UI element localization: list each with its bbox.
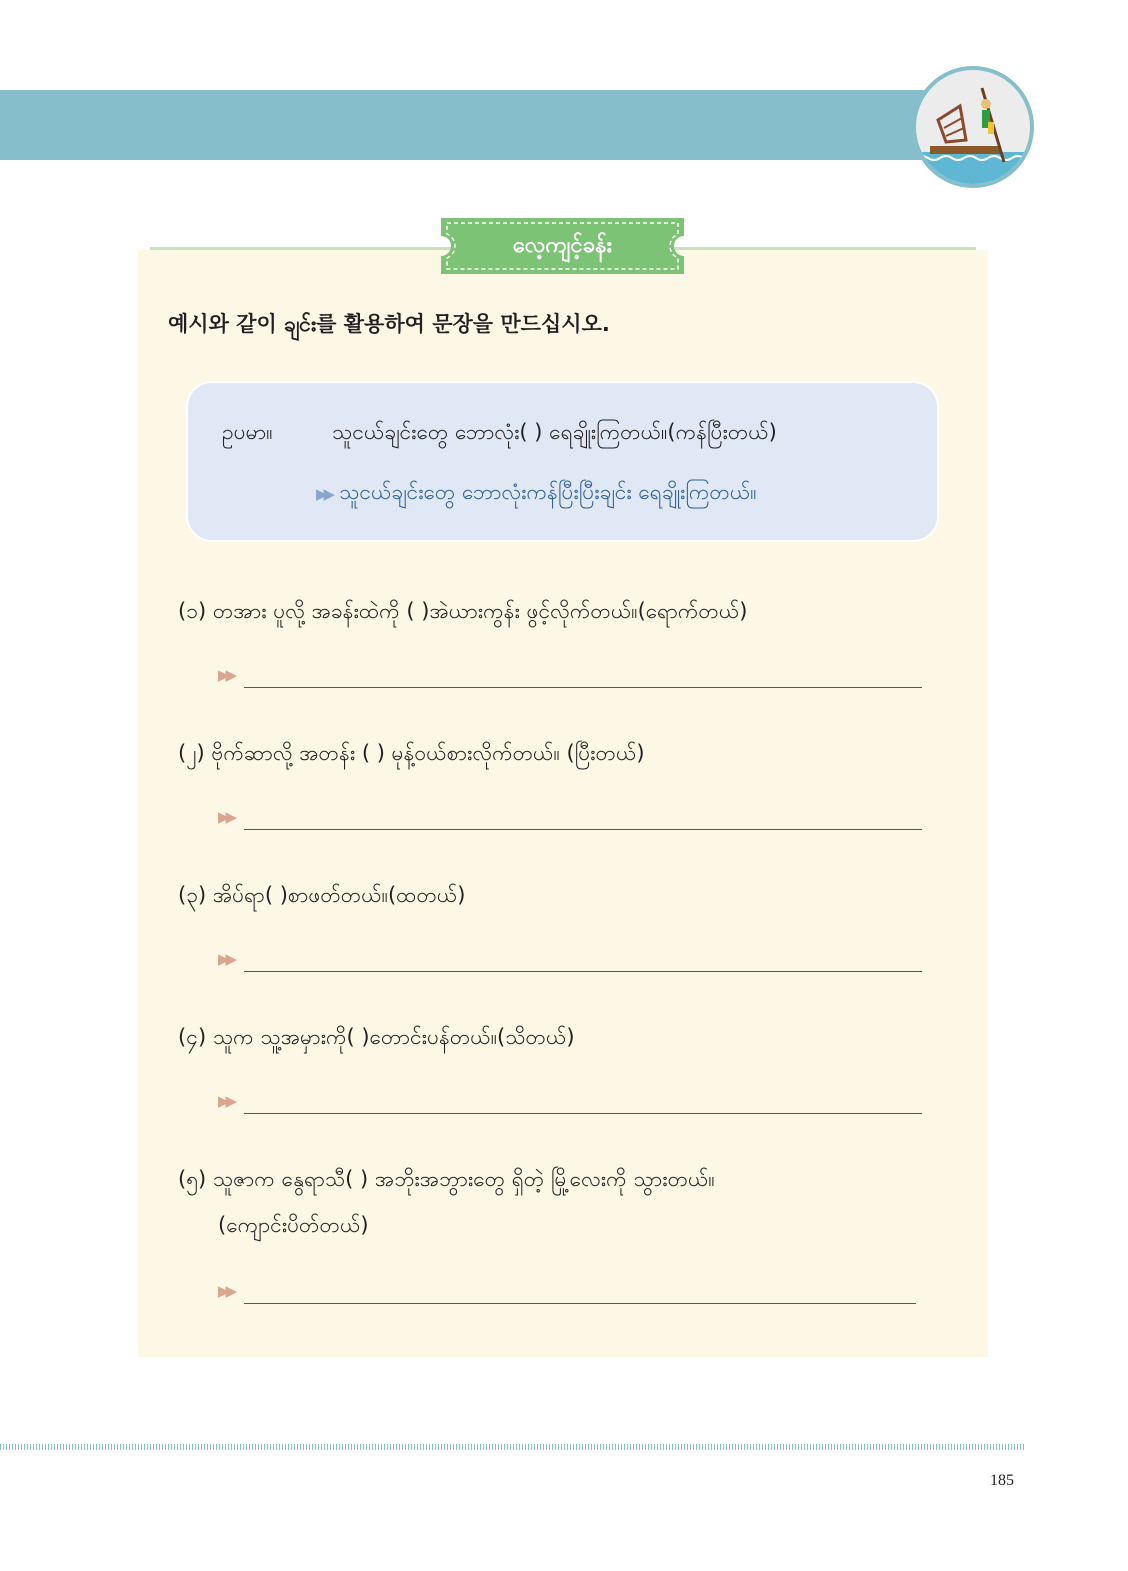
answer-line-2[interactable] — [218, 806, 922, 830]
question-5: (၅) သူဇာက နွေရာသီ( ) အဘိုးအဘွားတွေ ရှိတဲ့ မြို့လေးကို သွားတယ်။ — [178, 1167, 715, 1191]
arrow-icon: ▶▶ — [218, 950, 234, 968]
arrow-icon: ▶▶ — [218, 1282, 234, 1300]
example-label: ဥပမာ။ — [222, 420, 273, 444]
question-2: (၂) ဗိုက်ဆာလို့ အတန်း ( ) မုန့်ဝယ်စားလိုက်တယ်။ (ပြီးတယ်) — [178, 741, 645, 765]
question-1: (၁) တအား ပူလို့ အခန်းထဲကို ( )အဲယားကွန်း ဖွင့်လိုက်တယ်။(ရောက်တယ်) — [178, 599, 748, 623]
question-5-continuation: (ကျောင်းပိတ်တယ်) — [218, 1213, 369, 1237]
answer-line-1[interactable] — [218, 664, 922, 688]
answer-line-5[interactable] — [218, 1280, 916, 1304]
example-sentence: သူငယ်ချင်းတွေ ဘောလုံး( ) ရေချိုးကြတယ်။(ကန်ပြီးတယ်) — [332, 420, 777, 444]
section-title: လေ့ကျင့်ခန်း — [512, 233, 613, 258]
arrow-icon: ▶▶ — [218, 808, 234, 826]
footer-divider — [0, 1444, 1026, 1450]
page-number: 185 — [990, 1472, 1014, 1489]
arrow-icon: ▶▶ — [218, 1092, 234, 1110]
instruction-text: 예시와 같이 ချင်း를 활용하여 문장을 만드십시오. — [168, 312, 610, 336]
example-answer — [316, 479, 757, 510]
example-answer-text: သူငယ်ချင်းတွေ ဘောလုံးကန်ပြီးပြီးချင်း ရေချိုးကြတယ်။ — [339, 480, 757, 504]
question-4: (၄) သူက သူ့အမှားကို( )တောင်းပန်တယ်။(သိတယ်) — [178, 1025, 575, 1049]
section-title-tag — [441, 218, 684, 274]
arrow-icon: ▶▶ — [316, 485, 332, 503]
example-box — [186, 381, 939, 542]
answer-line-3[interactable] — [218, 948, 922, 972]
fisherman-boat-icon — [912, 66, 1034, 188]
answer-line-4[interactable] — [218, 1090, 922, 1114]
question-3: (၃) အိပ်ရာ( )စာဖတ်တယ်။(ထတယ်) — [178, 883, 466, 907]
arrow-icon: ▶▶ — [218, 666, 234, 684]
header-banner — [0, 90, 930, 160]
